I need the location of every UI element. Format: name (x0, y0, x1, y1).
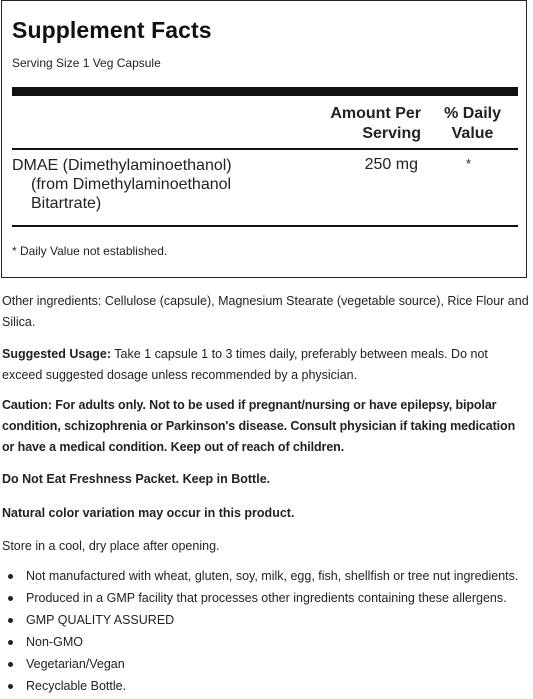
list-item (0, 589, 518, 611)
ingredient-name (12, 156, 232, 213)
header-amount-per-serving (330, 104, 421, 144)
list-item-text: Vegetarian/Vegan (26, 657, 125, 671)
list-item (0, 633, 518, 655)
other-ingredients: Other ingredients: Cellulose (capsule), Magnesium Stearate (vegetable source), Rice Flour and Silica. (2, 294, 529, 329)
header-amount-line1: Amount Per (330, 105, 421, 122)
ingredient-name-line1: DMAE (Dimethylaminoethanol) (12, 157, 232, 174)
ingredient-dv: * (466, 156, 472, 171)
header-dv-line1: % Daily (444, 105, 501, 122)
suggested-usage (2, 344, 530, 386)
row-divider (12, 225, 518, 227)
header-amount-line2: Serving (362, 125, 421, 142)
storage-note: Store in a cool, dry place after opening. (2, 539, 220, 553)
bullet-icon (8, 618, 13, 623)
list-item-text: GMP QUALITY ASSURED (26, 613, 175, 627)
ingredient-name-line3: Bitartrate) (31, 195, 102, 212)
footnote: * Daily Value not established. (12, 244, 168, 258)
supplement-facts-panel (1, 0, 527, 278)
list-item-text: Non-GMO (26, 635, 83, 649)
list-item (0, 611, 518, 633)
list-item (0, 567, 518, 589)
ingredient-amount: 250 mg (364, 156, 418, 173)
bullet-icon (8, 684, 13, 689)
freshness-note: Do Not Eat Freshness Packet. Keep in Bottle. (2, 472, 271, 486)
usage-label: Suggested Usage: (2, 347, 112, 361)
bullet-icon (8, 574, 13, 579)
thick-divider (12, 87, 518, 96)
list-item-text: Recyclable Bottle. (26, 679, 127, 693)
usage-text: Take 1 capsule 1 to 3 times daily, preferably between meals. Do not exceed suggested dosage unless recommended by a physician. (2, 347, 488, 382)
bullet-icon (8, 640, 13, 645)
list-item (0, 655, 518, 677)
serving-size: Serving Size 1 Veg Capsule (12, 56, 161, 70)
color-variation-note: Natural color variation may occur in this product. (2, 506, 295, 520)
bullet-icon (8, 662, 13, 667)
header-dv-line2: Value (451, 125, 494, 142)
caution: Caution: For adults only. Not to be used if pregnant/nursing or have epilepsy, bipolar condition, schizophrenia or Parkinson's disease. Consult physician if taking medication or have a medical condition. Keep out of reach of children. (2, 398, 516, 454)
facts-title: Supplement Facts (12, 17, 212, 43)
list-item-text: Produced in a GMP facility that processes other ingredients containing these allergens. (26, 591, 507, 605)
bullet-icon (8, 596, 13, 601)
header-divider (12, 148, 518, 150)
feature-list (0, 567, 518, 699)
header-daily-value (444, 104, 501, 144)
ingredient-name-line2: (from Dimethylaminoethanol (31, 176, 232, 193)
list-item-text: Not manufactured with wheat, gluten, soy, milk, egg, fish, shellfish or tree nut ingredients. (26, 569, 519, 583)
